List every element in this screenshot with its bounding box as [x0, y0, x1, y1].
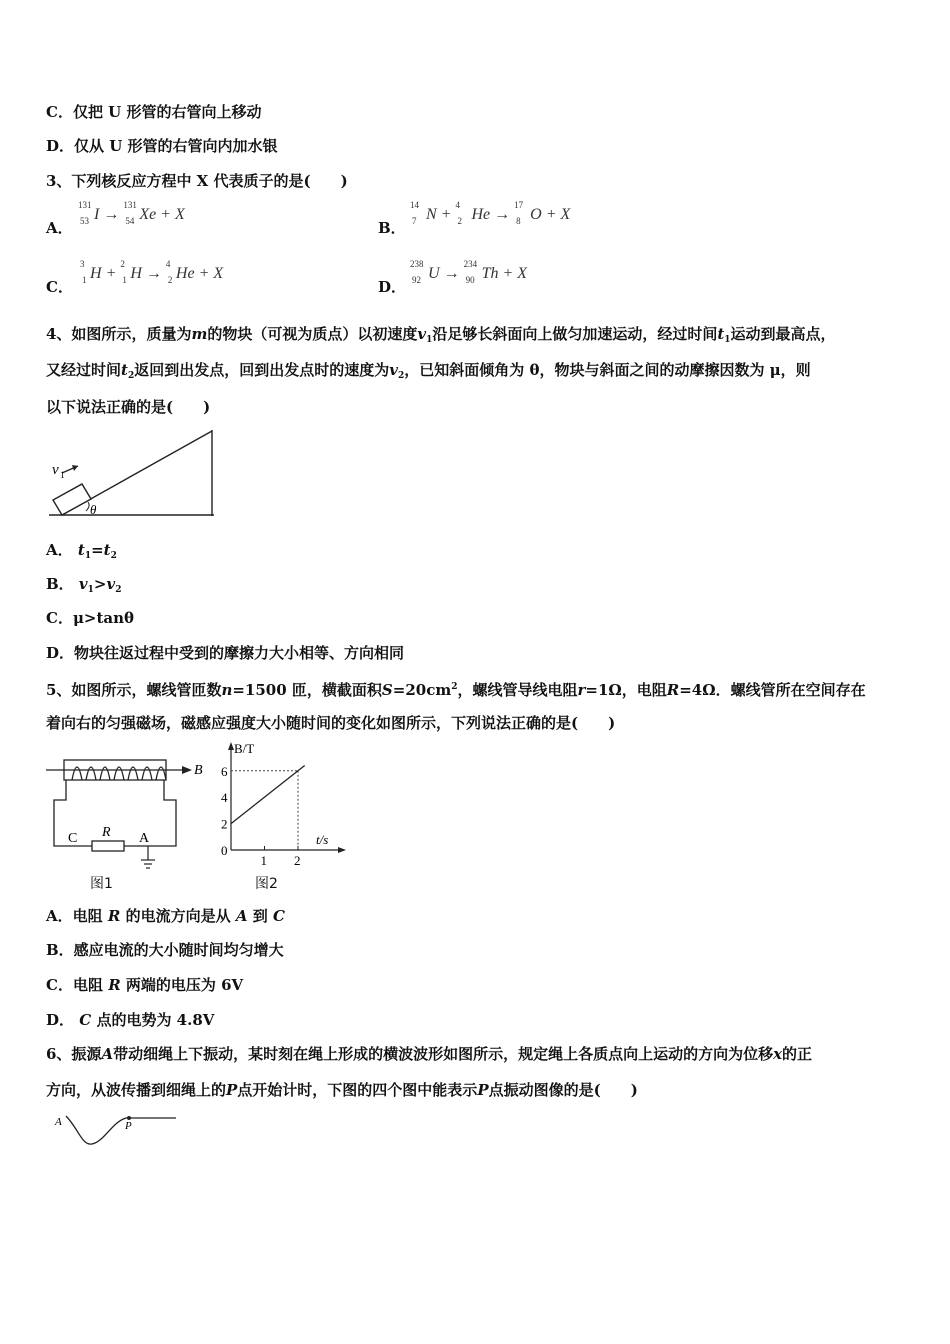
y-tick-label-2: 2 [221, 816, 228, 832]
q3-equation-c: 3 1 H + 2 1 H → 4 2 He + X [80, 259, 224, 285]
velocity-label: v [52, 462, 59, 478]
series-line [231, 766, 305, 824]
q5-option-a: A．电阻 R 的电流方向是从 A 到 C [46, 907, 285, 925]
field-label: B [194, 763, 203, 778]
block [53, 484, 91, 515]
figure1-circuit [44, 748, 204, 893]
wire-right [124, 780, 176, 846]
q3-stem: 3、下列核反应方程中 X 代表质子的是( ) [46, 172, 348, 190]
resistor [92, 841, 124, 851]
q3-equation-d: 238 92 U → 234 90 Th + X [410, 259, 528, 285]
field-arrowhead [182, 766, 192, 774]
figure2-caption: 图2 [255, 876, 278, 892]
solenoid-windings [72, 767, 166, 780]
q3-equation-b: 14 7 N + 4 2 He → 17 8 O + X [410, 200, 571, 226]
origin-label: 0 [221, 843, 228, 858]
x-axis-arrowhead [338, 847, 346, 853]
q4-stem-line2: 又经过时间$t_2$返回到出发点，回到出发点时的速度为$v_2$，已知斜面倾角为 θ，物块与斜面之间的动摩擦因数为 μ，则 [46, 361, 811, 381]
q3-label-b: B． [378, 219, 406, 237]
q5-option-d: D． C 点的电势为 4.8V [46, 1011, 215, 1029]
y-tick-label-6: 6 [221, 763, 228, 779]
q3-equation-a: 131 53 I → 131 54 Xe + X [78, 200, 185, 226]
wave-figure [52, 1108, 182, 1150]
x-axis-label: t/s [316, 832, 329, 847]
x-tick-label-2: 2 [294, 853, 301, 865]
incline-figure [44, 428, 219, 520]
q4-stem-line3: 以下说法正确的是( ) [46, 398, 211, 416]
q4-stem-line1: 4、如图所示，质量为m的物块（可视为质点）以初速度$v_1$沿足够长斜面向上做匀加速运动，经过时间$t_1$运动到最高点， [46, 325, 836, 345]
q5-stem-line2: 着向右的匀强磁场，磁感应强度大小随时间的变化如图所示，下列说法正确的是( ) [46, 714, 616, 732]
q5-option-b: B．感应电流的大小随时间均匀增大 [46, 941, 284, 959]
q4-option-d: D．物块往返过程中受到的摩擦力大小相等、方向相同 [46, 644, 405, 662]
theta-label: θ [90, 502, 97, 517]
resistor-label: R [102, 825, 111, 840]
q3-label-a: A． [46, 219, 73, 237]
q4-option-c: C．μ>tanθ [46, 609, 135, 627]
angle-arc [86, 502, 89, 511]
q3-label-c: C． [46, 278, 73, 296]
q6-stem-line2: 方向，从波传播到细绳上的P点开始计时，下图的四个图中能表示P点振动图像的是( ) [46, 1081, 638, 1099]
point-c-label: C [68, 831, 78, 846]
y-tick-label-4: 4 [221, 790, 228, 806]
q3-label-d: D． [378, 278, 407, 296]
q2-option-d: D．仅从 U 形管的右管向内加水银 [46, 137, 278, 155]
y-axis-label: B/T [234, 741, 255, 756]
figure1-caption: 图1 [90, 876, 113, 892]
q4-option-a: A． $t_1=t_2$ [46, 541, 117, 561]
q5-stem-line1: 5、如图所示，螺线管匝数n=1500 匝，横截面积$S=20cm^2$，螺线管导线电阻r=1Ω，电阻R=4Ω．螺线管所在空间存在 [46, 681, 866, 699]
q4-option-b: B． $v_1>v_2$ [46, 575, 122, 595]
point-a-label: A [139, 831, 150, 846]
q6-stem-line1: 6、振源A带动细绳上下振动，某时刻在绳上形成的横波波形如图所示，规定绳上各质点向上运动的方向为位移x的正 [46, 1045, 813, 1063]
velocity-subscript: 1 [60, 470, 65, 480]
point-p-label: P [125, 1120, 132, 1132]
x-tick-label-1: 1 [260, 853, 267, 865]
q5-option-c: C．电阻 R 两端的电压为 6V [46, 976, 244, 994]
source-a-label: A [55, 1116, 62, 1128]
q2-option-c: C．仅把 U 形管的右管向上移动 [46, 103, 262, 121]
wave-rope [66, 1116, 176, 1144]
figure2-chart [214, 740, 349, 865]
